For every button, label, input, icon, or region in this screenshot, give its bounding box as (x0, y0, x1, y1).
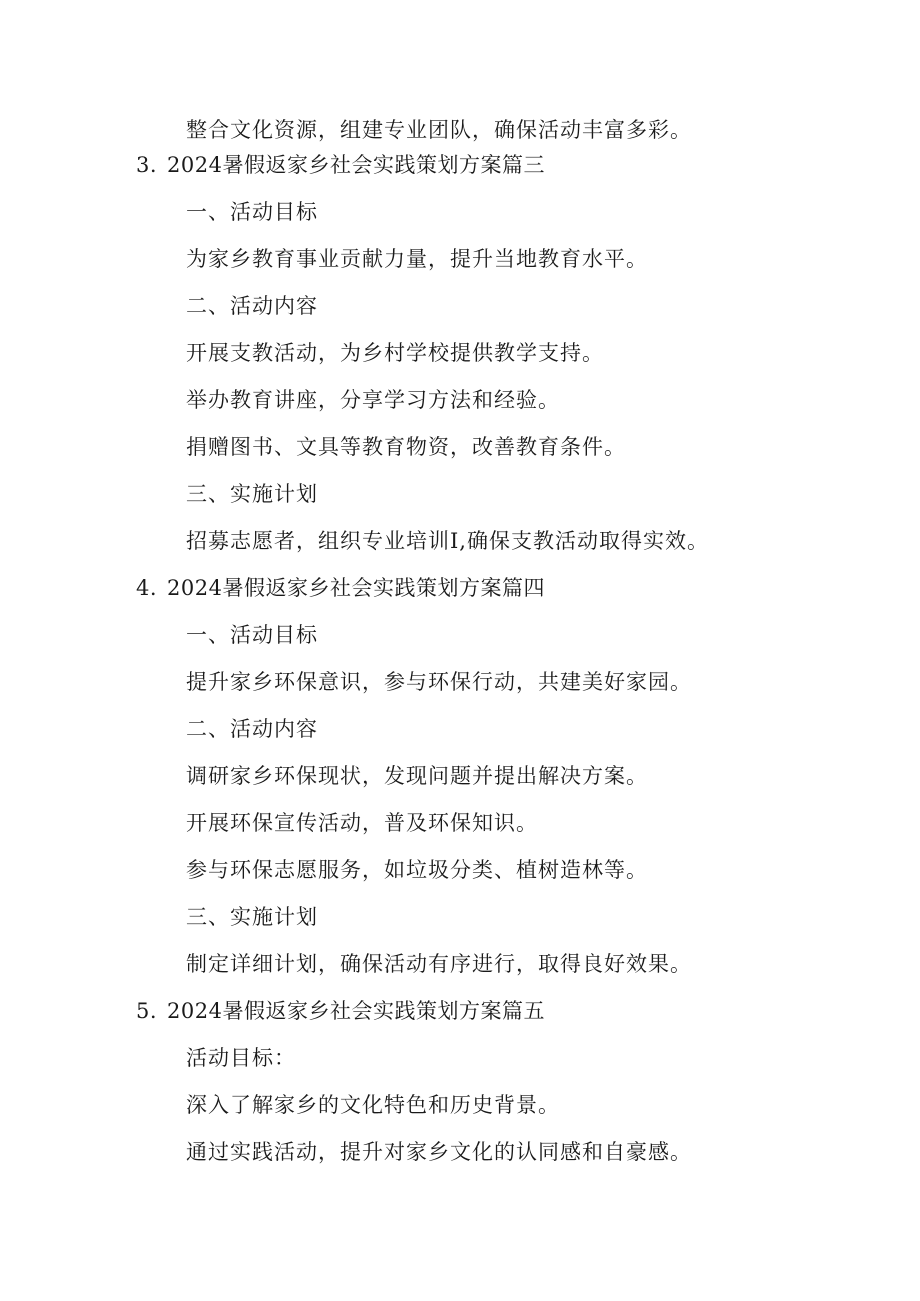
section-number: 4. (136, 576, 158, 600)
paragraph: 提升家乡环保意识，参与环保行动，共建美好家园。 (186, 670, 692, 694)
paragraph: 招募志愿者，组织专业培训I,确保支教活动取得实效。 (186, 529, 709, 553)
list-item: 举办教育讲座，分享学习方法和经验。 (186, 388, 560, 412)
subheading: 三、实施计划 (186, 905, 318, 929)
section-heading (136, 997, 545, 1025)
section-title: 2024暑假返家乡社会实践策划方案篇四 (167, 576, 545, 600)
subheading: 活动目标： (186, 1046, 296, 1070)
section-heading (136, 574, 545, 602)
list-item: 开展支教活动，为乡村学校提供教学支持。 (186, 341, 604, 365)
list-item: 通过实践活动，提升对家乡文化的认同感和自豪感。 (186, 1140, 692, 1164)
list-item: 深入了解家乡的文化特色和历史背景。 (186, 1093, 560, 1117)
subheading: 二、活动内容 (186, 294, 318, 318)
subheading: 三、实施计划 (186, 482, 318, 506)
section-heading (136, 151, 545, 179)
list-item: 调研家乡环保现状，发现问题并提出解决方案。 (186, 764, 648, 788)
list-item: 开展环保宣传活动，普及环保知识。 (186, 811, 538, 835)
paragraph: 整合文化资源，组建专业团队，确保活动丰富多彩。 (186, 118, 692, 142)
list-item: 参与环保志愿服务，如垃圾分类、植树造林等。 (186, 858, 648, 882)
section-title: 2024暑假返家乡社会实践策划方案篇三 (167, 153, 545, 177)
section-number: 5. (136, 999, 158, 1023)
subheading: 一、活动目标 (186, 200, 318, 224)
paragraph: 制定详细计划，确保活动有序进行，取得良好效果。 (186, 952, 692, 976)
section-title: 2024暑假返家乡社会实践策划方案篇五 (167, 999, 545, 1023)
subheading: 二、活动内容 (186, 717, 318, 741)
list-item: 捐赠图书、文具等教育物资，改善教育条件。 (186, 435, 626, 459)
paragraph: 为家乡教育事业贡献力量，提升当地教育水平。 (186, 247, 648, 271)
section-number: 3. (136, 153, 158, 177)
subheading: 一、活动目标 (186, 623, 318, 647)
